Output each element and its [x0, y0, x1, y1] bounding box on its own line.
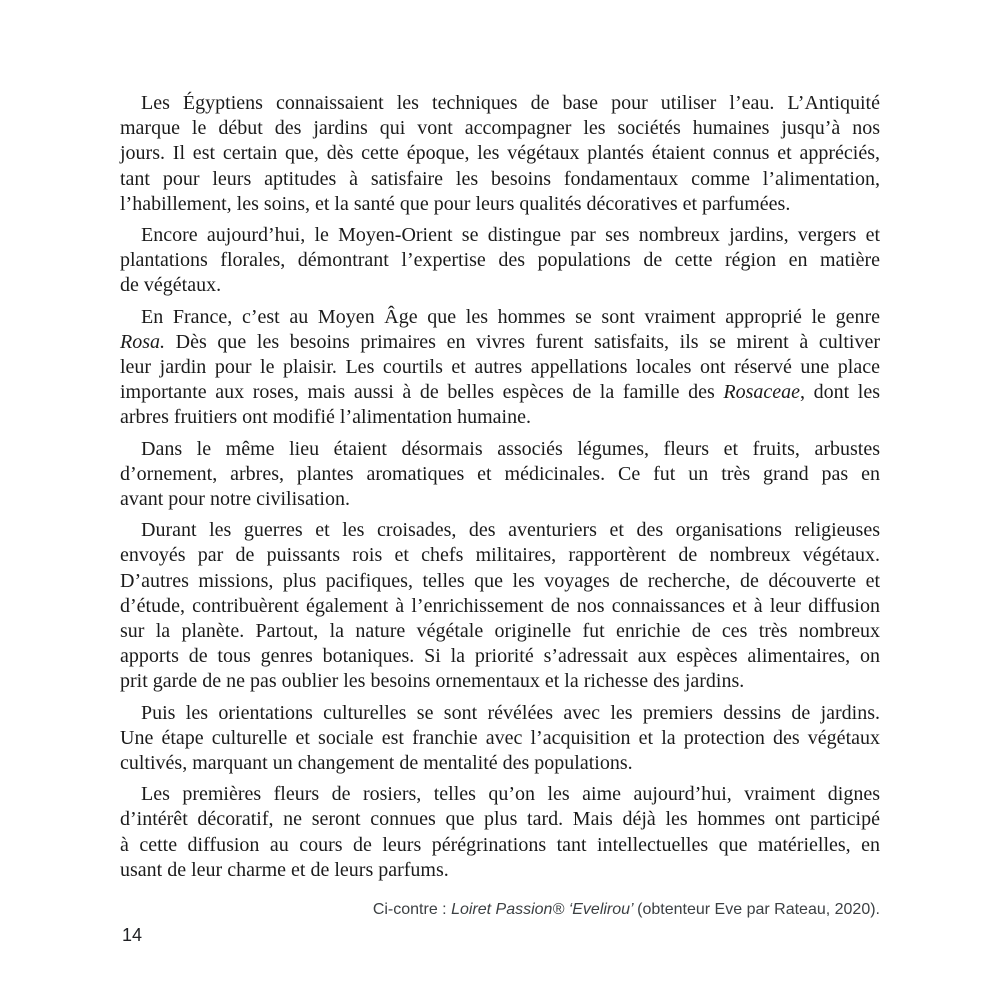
text-line	[120, 858, 880, 883]
text-line	[120, 91, 880, 116]
paragraph	[120, 91, 880, 217]
text-segment: Puis les orientations culturelles se sont révélées avec les premiers dessins de jardins.	[141, 701, 880, 724]
text-line	[120, 437, 880, 462]
text-segment: jours. Il est certain que, dès cette époque, les végétaux plantés étaient connus et appréciés,	[120, 142, 880, 165]
text-line	[120, 807, 880, 832]
text-line	[120, 355, 880, 380]
text-line	[120, 273, 880, 298]
text-segment: Encore aujourd’hui, le Moyen-Orient se distingue par ses nombreux jardins, vergers et	[141, 224, 880, 247]
text-segment: leur jardin pour le plaisir. Les courtils et autres appellations locales ont réservé une place	[120, 356, 880, 379]
text-segment: d’intérêt décoratif, ne seront connues que plus tard. Mais déjà les hommes ont participé	[120, 808, 880, 831]
text-line	[120, 192, 880, 217]
text-line	[120, 669, 880, 694]
italic-text-segment: Loiret Passion® ‘Evelirou’	[451, 901, 638, 918]
text-segment: Les premières fleurs de rosiers, telles qu’on les aime aujourd’hui, vraiment dignes	[141, 783, 880, 806]
text-line	[120, 569, 880, 594]
paragraph	[120, 305, 880, 431]
text-line	[120, 248, 880, 273]
text-line	[120, 405, 880, 430]
text-line	[120, 644, 880, 669]
text-segment: Dans le même lieu étaient désormais associés légumes, fleurs et fruits, arbustes	[141, 437, 880, 460]
paragraph	[120, 701, 880, 777]
paragraph	[120, 518, 880, 694]
text-segment: plantations florales, démontrant l’expertise des populations de cette région en matière	[120, 249, 880, 272]
text-segment: Ci-contre :	[372, 901, 452, 918]
text-segment: Les Égyptiens connaissaient les techniques de base pour utiliser l’eau. L’Antiquité	[141, 92, 880, 114]
text-line	[120, 167, 880, 192]
text-segment: à cette diffusion au cours de leurs pérégrinations tant intellectuelles que matérielles, en	[120, 833, 880, 856]
text-segment: d’étude, contribuèrent également à l’enrichissement de nos connaissances et à leur diffusion	[120, 594, 880, 617]
text-segment: En France, c’est au Moyen Âge que les hommes se sont vraiment approprié le genre	[141, 305, 880, 328]
text-segment: envoyés par de puissants rois et chefs militaires, rapportèrent de nombreux végétaux.	[120, 544, 880, 567]
text-segment: tant pour leurs aptitudes à satisfaire les besoins fondamentaux comme l’alimentation,	[120, 167, 880, 190]
text-segment: D’autres missions, plus pacifiques, telles que les voyages de recherche, de découverte et	[120, 569, 880, 592]
paragraph	[120, 223, 880, 299]
text-segment: prit garde de ne pas oublier les besoins ornementaux et la richesse des jardins.	[120, 670, 745, 693]
text-segment: d’ornement, arbres, plantes aromatiques et médicinales. Ce fut un très grand pas en	[120, 462, 880, 485]
body-text	[120, 91, 880, 883]
text-segment: arbres fruitiers ont modifié l’alimentation humaine.	[120, 406, 531, 429]
text-line	[120, 543, 880, 568]
italic-text-segment: Rosaceae	[723, 381, 801, 404]
text-line	[120, 223, 880, 248]
text-segment: usant de leur charme et de leurs parfums.	[120, 858, 449, 881]
page-number: 14	[122, 925, 143, 945]
text-line	[120, 116, 880, 141]
text-segment: de végétaux.	[120, 274, 222, 297]
photo-caption	[120, 900, 880, 920]
text-segment: (obtenteur Eve par Rateau, 2020).	[637, 901, 880, 918]
text-segment: importante aux roses, mais aussi à de belles espèces de la famille des	[120, 381, 724, 404]
text-segment: avant pour notre civilisation.	[120, 488, 350, 511]
text-line	[120, 518, 880, 543]
text-line	[120, 726, 880, 751]
text-line	[120, 141, 880, 166]
text-line	[120, 701, 880, 726]
text-segment: l’habillement, les soins, et la santé que pour leurs qualités décoratives et parfumées.	[120, 192, 791, 215]
text-segment: sur la planète. Partout, la nature végétale originelle fut enrichie de ces très nombreux	[120, 620, 880, 643]
text-segment: apports de tous genres botaniques. Si la priorité s’adressait aux espèces alimentaires, on	[120, 645, 880, 668]
text-line	[120, 380, 880, 405]
text-segment: Une étape culturelle et sociale est franchie avec l’acquisition et la protection des végétaux	[120, 726, 880, 749]
text-line	[120, 305, 880, 330]
text-segment: cultivés, marquant un changement de mentalité des populations.	[120, 752, 633, 775]
text-line	[120, 462, 880, 487]
text-line	[120, 487, 880, 512]
text-line	[120, 782, 880, 807]
text-segment: marque le début des jardins qui vont accompagner les sociétés humaines jusqu’à nos	[120, 117, 880, 140]
text-line	[120, 833, 880, 858]
paragraph	[120, 437, 880, 513]
text-segment: Durant les guerres et les croisades, des aventuriers et des organisations religieuses	[141, 519, 880, 542]
italic-text-segment: Rosa.	[120, 330, 165, 353]
text-line	[120, 594, 880, 619]
paragraph	[120, 782, 880, 883]
text-line	[120, 751, 880, 776]
text-line	[120, 330, 880, 355]
text-segment: , dont les	[800, 381, 881, 404]
text-line	[120, 619, 880, 644]
text-segment: Dès que les besoins primaires en vivres furent satisfaits, ils se mirent à cultiver	[165, 330, 880, 353]
